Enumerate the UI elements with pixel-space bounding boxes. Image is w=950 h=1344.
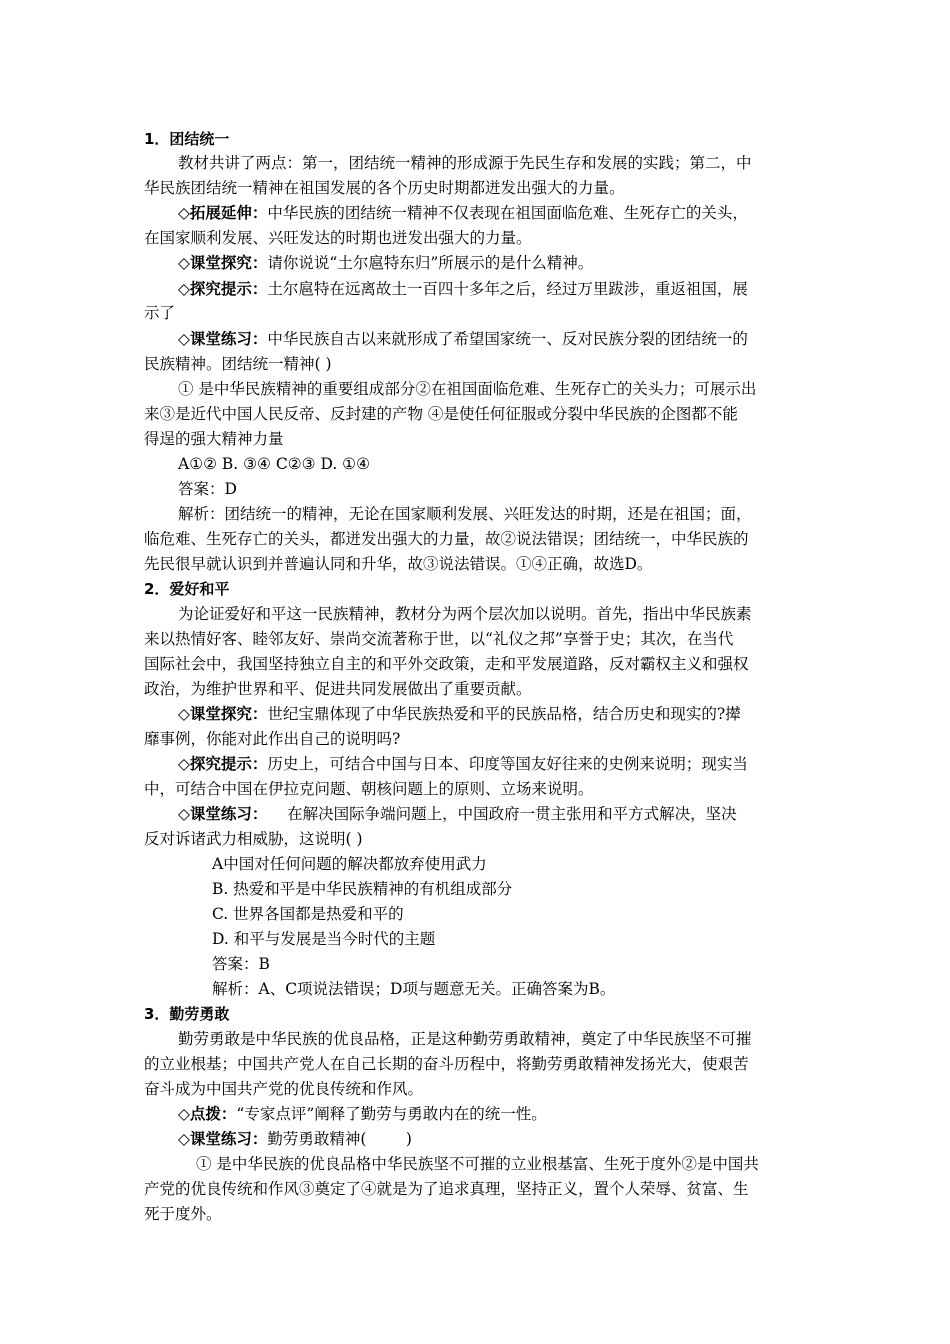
label-exercise: ◇课堂练习： — [178, 1130, 268, 1148]
analysis-line: 解析：团结统一的精神，无论在国家顺利发展、兴旺发达的时期，还是在祖国；面， — [178, 505, 752, 523]
paragraph-line: 教材共讲了两点：第一，团结统一精神的形成源于先民生存和发展的实践；第二，中 — [178, 154, 752, 172]
paragraph-line: ◇课堂探究：请你说说“土尔扈特东归”所展示的是什么精神。 — [178, 254, 594, 272]
paragraph-line: ◇课堂练习：中华民族自古以来就形成了希望国家统一、反对民族分裂的团结统一的 — [178, 330, 748, 348]
label-hint: ◇探究提示： — [178, 755, 268, 773]
paragraph-line: 来以热情好客、睦邻友好、崇尚交流著称于世，以“礼仪之邦”享誉于史；其次，在当代 — [144, 630, 734, 648]
paragraph-line: ◇课堂练习：勤劳勇敢精神( ) — [178, 1130, 412, 1148]
label-exercise: ◇课堂练习： — [178, 805, 268, 823]
label-tip: ◇点拨： — [178, 1105, 237, 1123]
label-exercise: ◇课堂练习： — [178, 330, 268, 348]
label-inquiry: ◇课堂探究： — [178, 254, 268, 272]
paragraph-line: 临危难、生死存亡的关头，都迸发出强大的力量，故②说法错误；团结统一，中华民族的 — [144, 530, 749, 548]
paragraph-line: ◇探究提示：土尔扈特在远离故土一百四十多年之后，经过万里跋涉，重返祖国，展 — [178, 280, 748, 298]
paragraph-line: ◇点拨：“专家点评”阐释了勤劳与勇敢内在的统一性。 — [178, 1105, 547, 1123]
paragraph-line: 为论证爱好和平这一民族精神，教材分为两个层次加以说明。首先，指出中华民族素 — [178, 605, 752, 623]
paragraph-line: 勤劳勇敢是中华民族的优良品格，正是这种勤劳勇敢精神，奠定了中华民族坚不可摧 — [178, 1030, 752, 1048]
answer-line: 答案：B — [212, 955, 270, 973]
label-extension: ◇拓展延伸： — [178, 204, 268, 222]
paragraph-line: ① 是中华民族精神的重要组成部分②在祖国面临危难、生死存亡的关头力；可展示出 — [178, 380, 757, 398]
option-c: C. 世界各国都是热爱和平的 — [212, 905, 404, 923]
paragraph-line: 死于度外。 — [144, 1205, 222, 1223]
answer-options: A①② B. ③④ C②③ D. ①④ — [178, 455, 370, 473]
paragraph-line: 来③是近代中国人民反帝、反封建的产物 ④是使任何征服或分裂中华民族的企图都不能 — [144, 405, 738, 423]
paragraph-line: 国际社会中，我国坚持独立自主的和平外交政策，走和平发展道路，反对霸权主义和强权 — [144, 655, 749, 673]
paragraph-line: 示了 — [144, 304, 176, 322]
paragraph-line: 政治，为维护世界和平、促进共同发展做出了重要贡献。 — [144, 680, 532, 698]
label-hint: ◇探究提示： — [178, 280, 268, 298]
answer-line: 答案：D — [178, 480, 237, 498]
paragraph-line: 中，可结合中国在伊拉克问题、朝核问题上的原则、立场来说明。 — [144, 780, 594, 798]
paragraph-line: 得逞的强大精神力量 — [144, 430, 284, 448]
paragraph-line: 民族精神。团结统一精神( ) — [144, 355, 332, 373]
paragraph-line: 产党的优良传统和作风③奠定了④就是为了追求真理，坚持正义，置个人荣辱、贫富、生 — [144, 1180, 749, 1198]
option-b: B. 热爱和平是中华民族精神的有机组成部分 — [212, 880, 513, 898]
option-d: D. 和平与发展是当今时代的主题 — [212, 930, 436, 948]
analysis-line: 解析：A、C项说法错误；D项与题意无关。正确答案为B。 — [212, 980, 616, 998]
section-2-heading: 2．爱好和平 — [144, 580, 230, 598]
section-1-heading: 1．团结统一 — [144, 130, 230, 148]
paragraph-line: 奋斗成为中国共产党的优良传统和作风。 — [144, 1080, 424, 1098]
paragraph-line: 的立业根基；中国共产党人在自己长期的奋斗历程中，将勤劳勇敢精神发扬光大，使艰苦 — [144, 1055, 749, 1073]
paragraph-line: 在国家顺利发展、兴旺发达的时期也迸发出强大的力量。 — [144, 229, 532, 247]
paragraph-line: 靡事例，你能对此作出自己的说明吗? — [144, 730, 401, 748]
section-3-heading: 3．勤劳勇敢 — [144, 1005, 230, 1023]
paragraph-line: ◇探究提示：历史上，可结合中国与日本、印度等国友好往来的史例来说明；现实当 — [178, 755, 748, 773]
option-a: A中国对任何问题的解决都放弃使用武力 — [212, 855, 487, 873]
paragraph-line: ◇课堂练习： 在解决国际争端问题上，中国政府一贯主张用和平方式解决，坚决 — [178, 805, 737, 823]
paragraph-line: ◇课堂探究：世纪宝鼎体现了中华民族热爱和平的民族品格，结合历史和现实的?撵 — [178, 705, 741, 723]
paragraph-line: ◇拓展延伸：中华民族的团结统一精神不仅表现在祖国面临危难、生死存亡的关头， — [178, 204, 748, 222]
label-inquiry: ◇课堂探究： — [178, 705, 268, 723]
paragraph-line: ① 是中华民族的优良品格中华民族坚不可摧的立业根基富、生死于度外②是中国共 — [196, 1155, 759, 1173]
paragraph-line: 反对诉诸武力相威胁，这说明( ) — [144, 830, 363, 848]
paragraph-line: 华民族团结统一精神在祖国发展的各个历史时期都迸发出强大的力量。 — [144, 179, 625, 197]
paragraph-line: 先民很早就认识到并普遍认同和升华，故③说法错误。①④正确，故选D。 — [144, 555, 653, 573]
